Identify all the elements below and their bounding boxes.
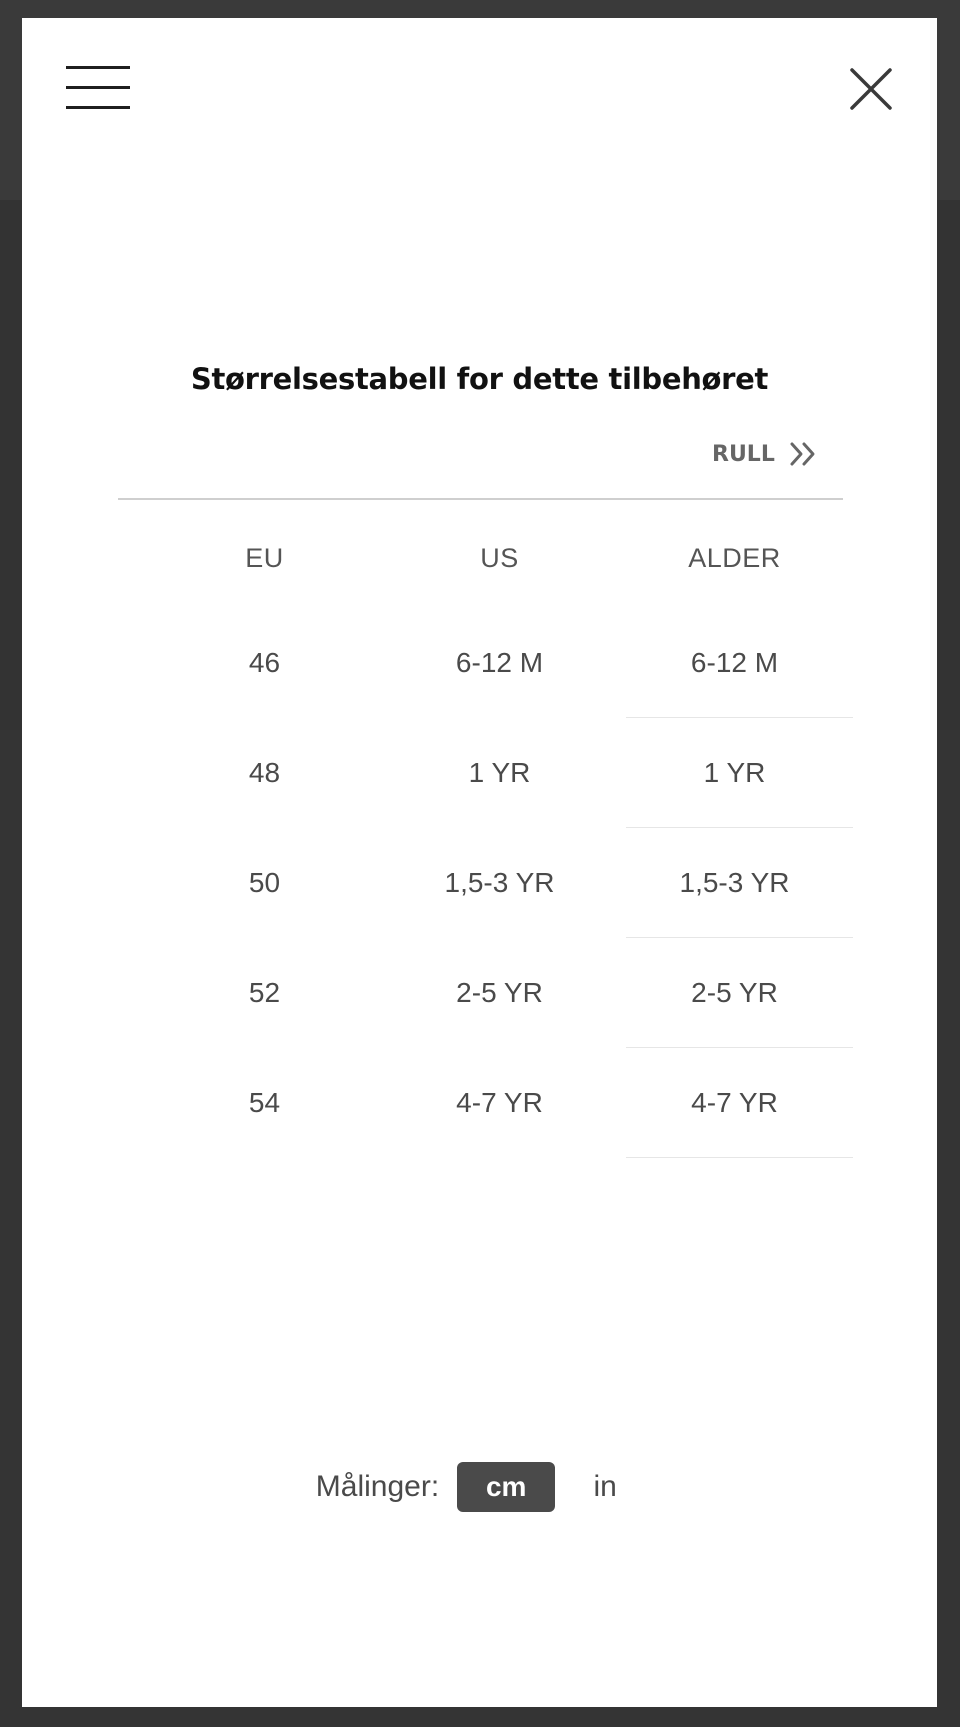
cell-us: 2-5 YR	[456, 977, 543, 1008]
size-table	[147, 508, 853, 1158]
cell-eu: 54	[248, 1087, 281, 1118]
cell-eu: 52	[248, 977, 281, 1008]
header-us: US	[480, 542, 519, 573]
unit-cm-button[interactable]: cm	[457, 1462, 555, 1512]
table-row	[147, 938, 853, 1048]
cell-us: 1 YR	[468, 757, 531, 788]
cell-alder: 2-5 YR	[691, 977, 778, 1008]
cell-alder: 6-12 M	[690, 647, 779, 678]
cell-eu: 50	[248, 867, 281, 898]
close-icon	[848, 66, 894, 112]
cell-alder: 4-7 YR	[691, 1087, 778, 1118]
cell-us: 6-12 M	[455, 647, 544, 678]
close-button[interactable]	[848, 66, 894, 112]
menu-line-bottom	[66, 106, 130, 109]
measurement-unit-selector	[22, 1461, 937, 1513]
cell-alder: 1,5-3 YR	[679, 867, 790, 898]
table-row	[147, 828, 853, 938]
scroll-right-button[interactable]	[712, 436, 817, 472]
cell-alder: 1 YR	[703, 757, 766, 788]
measurement-label: Målinger:	[315, 1470, 440, 1503]
table-top-divider	[118, 498, 843, 500]
header-alder: ALDER	[688, 542, 781, 573]
size-chart-title: Størrelsestabell for dette tilbehøret	[190, 362, 769, 396]
table-row	[147, 718, 853, 828]
menu-line-middle	[66, 86, 130, 89]
table-header-row	[147, 508, 853, 608]
cell-us: 4-7 YR	[456, 1087, 543, 1118]
table-row	[147, 1048, 853, 1158]
hamburger-menu-button[interactable]	[66, 66, 130, 110]
header-eu: EU	[245, 542, 284, 573]
row-divider	[626, 1157, 853, 1158]
cell-eu: 46	[248, 647, 281, 678]
menu-line-top	[66, 66, 130, 69]
unit-in-button[interactable]: in	[593, 1470, 617, 1503]
table-row	[147, 608, 853, 718]
double-chevron-right-icon	[789, 441, 817, 467]
cell-eu: 48	[248, 757, 281, 788]
cell-us: 1,5-3 YR	[444, 867, 555, 898]
scroll-hint-label: RULL	[712, 441, 775, 467]
size-chart-modal	[22, 18, 937, 1707]
